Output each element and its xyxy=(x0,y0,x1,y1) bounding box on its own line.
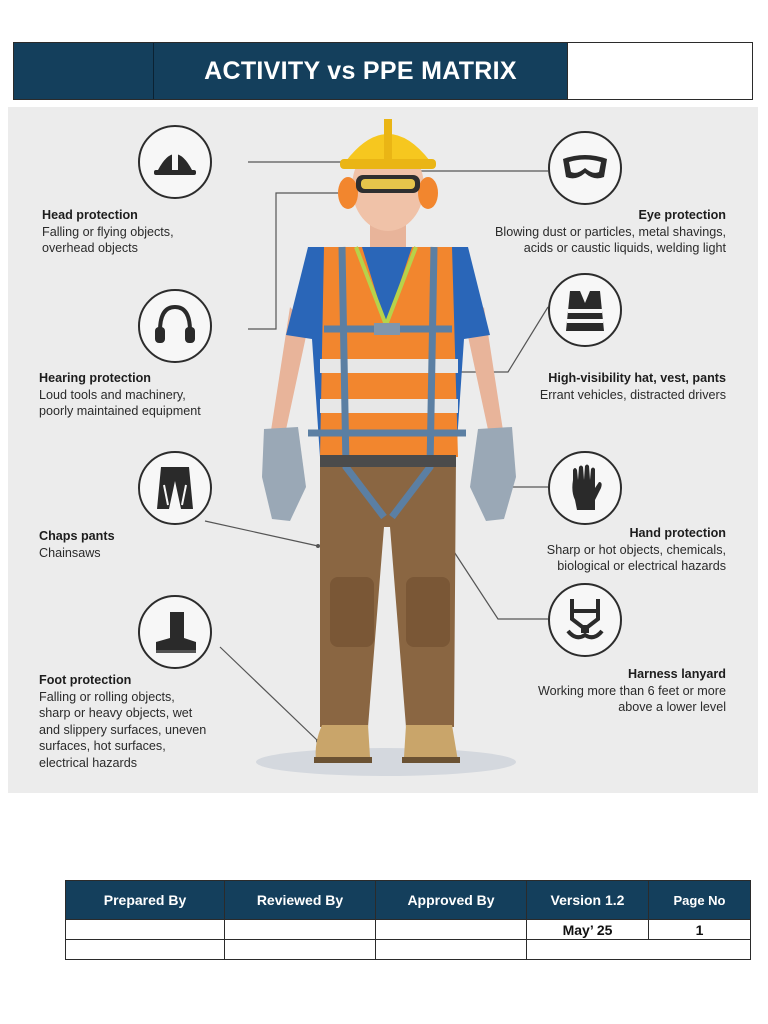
prepared-by-header: Prepared By xyxy=(66,881,225,920)
approved-by-header: Approved By xyxy=(376,881,527,920)
glove-icon xyxy=(548,451,622,525)
reviewed-by-header: Reviewed By xyxy=(225,881,376,920)
safety-goggles-icon xyxy=(548,131,622,205)
harness-icon xyxy=(548,583,622,657)
version-header: Version 1.2 xyxy=(527,881,649,920)
page-number-cell: 1 xyxy=(649,920,751,940)
header-logo-cell xyxy=(14,43,154,99)
approval-table xyxy=(65,880,751,960)
table-row xyxy=(66,920,751,940)
ppe-infographic xyxy=(8,107,758,793)
approved-by-cell xyxy=(376,920,527,940)
safety-boot-icon xyxy=(138,595,212,669)
version-date-cell: May’ 25 xyxy=(527,920,649,940)
approval-header-row xyxy=(66,881,751,920)
foot-protection-label: Foot protection Falling or rolling objects, sharp or heavy objects, wet and slippery surfaces, uneven surfaces, hot surfaces, electrical hazards xyxy=(39,673,207,770)
blank-cell xyxy=(376,940,527,960)
page-no-header: Page No xyxy=(649,881,751,920)
eye-protection-label: Eye protection Blowing dust or particles, metal shavings, acids or caustic liquids, welding light xyxy=(495,208,726,255)
header-blank-cell xyxy=(568,43,752,99)
document-header xyxy=(13,42,753,100)
table-row xyxy=(66,940,751,960)
reviewed-by-cell xyxy=(225,920,376,940)
prepared-by-cell xyxy=(66,920,225,940)
blank-cell xyxy=(66,940,225,960)
blank-cell xyxy=(527,940,751,960)
harness-lanyard-label: Harness lanyard Working more than 6 feet or more above a lower level xyxy=(537,667,726,714)
hard-hat-icon xyxy=(138,125,212,199)
hand-protection-label: Hand protection Sharp or hot objects, chemicals, biological or electrical hazards xyxy=(546,526,726,573)
hi-vis-vest-icon xyxy=(548,273,622,347)
high-visibility-label: High-visibility hat, vest, pants Errant vehicles, distracted drivers xyxy=(539,371,726,402)
blank-cell xyxy=(225,940,376,960)
head-protection-label: Head protection Falling or flying objects, overhead objects xyxy=(42,208,174,255)
page-title: ACTIVITY vs PPE MATRIX xyxy=(154,43,568,99)
ear-muffs-icon xyxy=(138,289,212,363)
hearing-protection-label: Hearing protection Loud tools and machinery, poorly maintained equipment xyxy=(39,371,201,418)
chaps-pants-icon xyxy=(138,451,212,525)
chaps-pants-label: Chaps pants Chainsaws xyxy=(39,529,115,560)
